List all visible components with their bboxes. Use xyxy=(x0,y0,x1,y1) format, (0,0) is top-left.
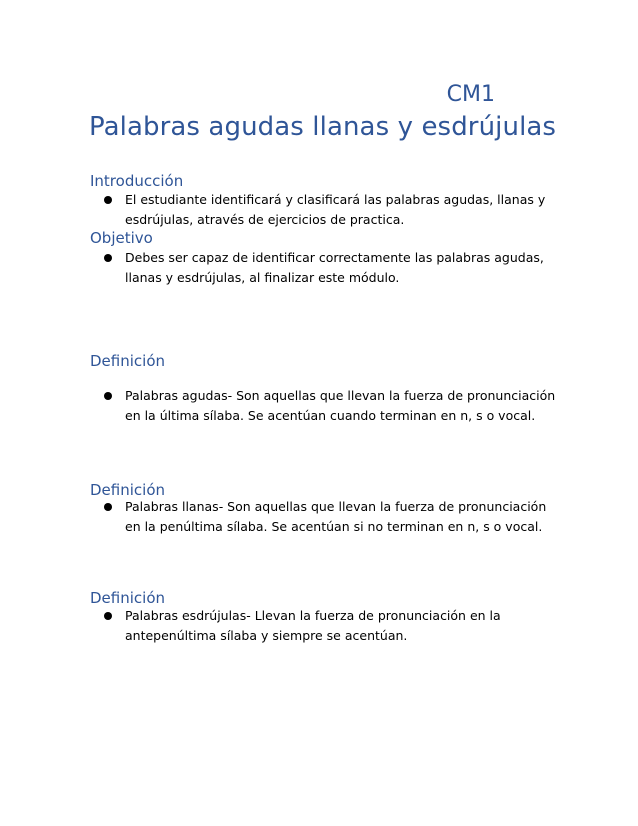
list-item xyxy=(104,497,564,537)
section-heading-objetivo: Objetivo xyxy=(90,229,153,247)
list-item xyxy=(104,248,554,288)
list-item xyxy=(104,386,564,426)
list-item-text: Palabras esdrújulas- Llevan la fuerza de pronunciación en la antepenúltima sílaba y siempre se acentúan. xyxy=(125,608,501,643)
page-title: Palabras agudas llanas y esdrújulas xyxy=(89,112,557,142)
section-heading-introduccion: Introducción xyxy=(90,172,184,190)
section-heading-definicion: Definición xyxy=(90,481,165,499)
bullet-icon xyxy=(104,254,112,262)
section-heading-definicion: Definición xyxy=(90,589,165,607)
bullet-icon xyxy=(104,612,112,620)
list-item xyxy=(104,606,544,646)
bullet-icon xyxy=(104,392,112,400)
bullet-icon xyxy=(104,196,112,204)
module-code: CM1 xyxy=(446,82,495,107)
list-item xyxy=(104,190,554,230)
section-heading-definicion: Definición xyxy=(90,352,165,370)
list-item-text: Palabras agudas- Son aquellas que llevan la fuerza de pronunciación en la última sílaba. Se acentúan cuando terminan en n, s o vocal. xyxy=(125,388,556,423)
list-item-text: El estudiante identificará y clasificará las palabras agudas, llanas y esdrújulas, através de ejercicios de practica. xyxy=(125,192,546,227)
list-item-text: Debes ser capaz de identificar correctamente las palabras agudas, llanas y esdrújulas, al finalizar este módulo. xyxy=(125,250,544,285)
list-item-text: Palabras llanas- Son aquellas que llevan la fuerza de pronunciación en la penúltima sílaba. Se acentúan si no terminan en n, s o vocal. xyxy=(125,499,547,534)
bullet-icon xyxy=(104,503,112,511)
